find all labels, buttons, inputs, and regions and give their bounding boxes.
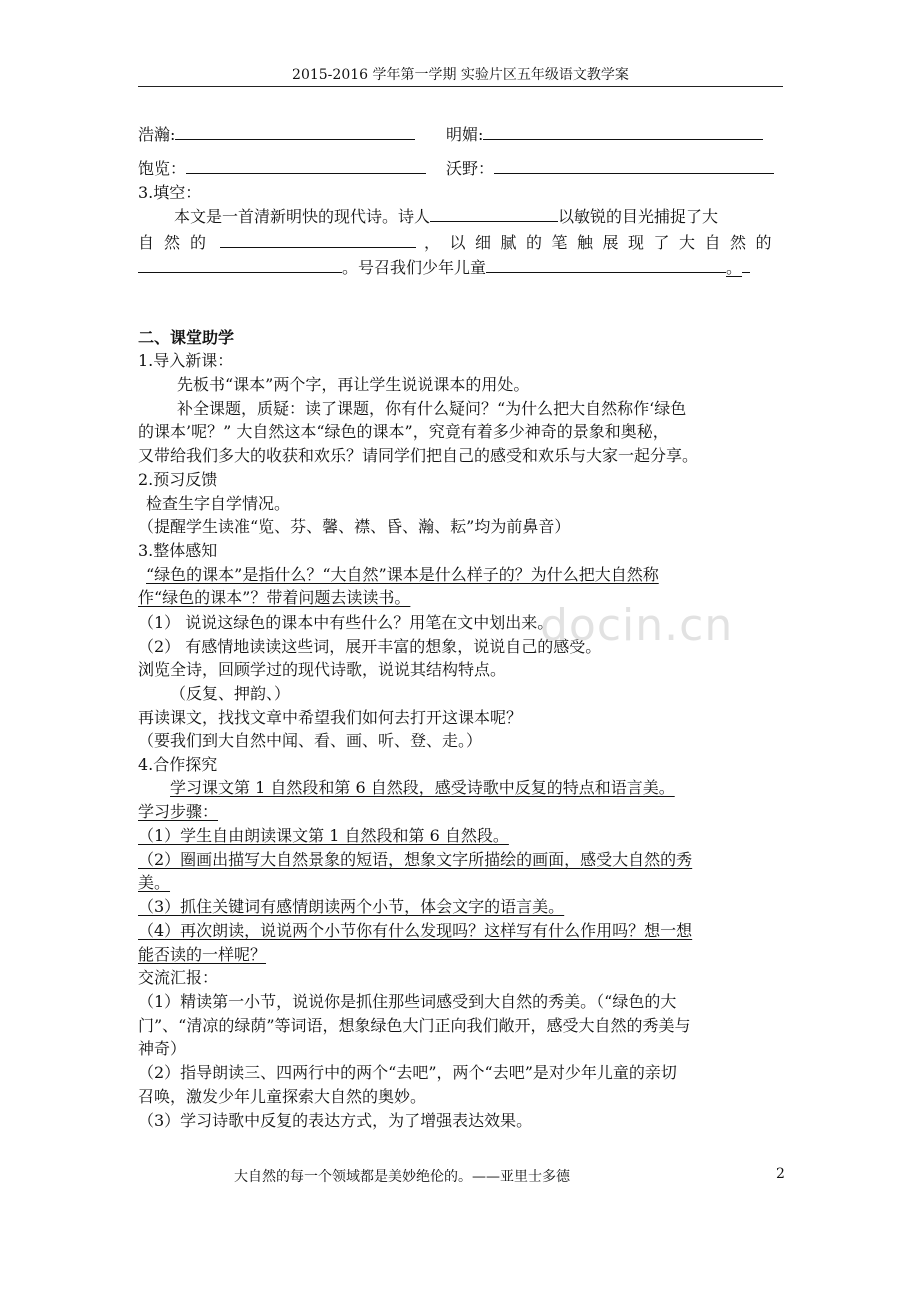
vocab-item [138, 156, 426, 179]
paragraph-line: 补全课题，质疑：读了课题，你有什么疑问？“为什么把大自然称作‘绿色 [177, 399, 687, 418]
list-item: （1） 说说这绿色的课本中有些什么？用笔在文中划出来。 [138, 613, 554, 632]
paragraph-line: 先板书“课本”两个字，再让学生说说课本的用处。 [177, 375, 530, 394]
vocab-item [446, 156, 774, 179]
footer-quote: 大自然的每一个领域都是美妙绝伦的。——亚里士多德 [234, 1169, 570, 1185]
paragraph-line: （要我们到大自然中闻、看、画、听、登、走。） [138, 731, 483, 750]
paragraph-line: 学习步骤： [138, 802, 219, 821]
list-item: 召唤，激发少年儿童探索大自然的奥妙。 [138, 1087, 427, 1106]
vocab-word: 沃野： [446, 159, 495, 178]
list-item: 门”、“清凉的绿荫”等词语，想象绿色大门正向我们敞开，感受大自然的秀美与 [138, 1016, 691, 1035]
list-item: （4）再次朗读，说说两个小节你有什么发现吗？这样写有什么作用吗？想一想 [138, 921, 693, 940]
answer-blank [486, 256, 726, 273]
paragraph-line: 检查生字自学情况。 [146, 494, 291, 513]
list-item: （2）圈画出描写大自然景象的短语，想象文字所描绘的画面，感受大自然的秀 [138, 850, 693, 869]
fill-line-2 [138, 231, 783, 254]
vocab-item [138, 122, 415, 145]
answer-blank [483, 123, 763, 140]
paragraph-line: 的课本’呢？” 大自然这本“绿色的课本”，究竟有着多少神奇的景象和奥秘， [138, 422, 669, 441]
fill-text: 本文是一首清新明快的现代诗。诗人 [174, 207, 431, 226]
paragraph-line: 交流汇报： [138, 968, 219, 987]
step-heading: 4.合作探究 [138, 755, 218, 774]
paragraph-line: 再读课文，找找文章中希望我们如何去打开这课本呢？ [138, 708, 523, 727]
list-item: （3）学习诗歌中反复的表达方式，为了增强表达效果。 [138, 1111, 533, 1130]
step-heading: 3.整体感知 [138, 541, 218, 560]
step-heading: 1.导入新课： [138, 351, 234, 370]
list-item: （2） 有感情地读读这些词，展开丰富的想象，说说自己的感受。 [138, 637, 602, 656]
vocab-item [446, 122, 763, 145]
list-item: （1）精读第一小节，说说你是抓住那些词感受到大自然的秀美。（“绿色的大 [138, 992, 677, 1011]
answer-blank [494, 157, 774, 174]
fill-text: 以敏锐的目光捕捉了大 [558, 207, 719, 226]
fill-line-1 [174, 205, 718, 228]
list-item: 神奇） [138, 1039, 187, 1058]
list-item: 美。 [138, 873, 171, 892]
vocab-word: 浩瀚: [138, 125, 176, 144]
watermark: docin.cn [540, 600, 734, 651]
list-item: （3）抓住关键词有感情朗读两个小节，体会文字的语言美。 [138, 897, 565, 916]
answer-blank [186, 157, 426, 174]
fill-text: ，以细腻的笔触展现了大自然的 [424, 233, 782, 252]
step-heading: 2.预习反馈 [138, 470, 218, 489]
list-item: 能否读的一样呢？ [138, 945, 267, 964]
vocab-word: 明媚: [446, 125, 484, 144]
list-item: （1）学生自由朗读课文第 1 自然段和第 6 自然段。 [138, 826, 509, 845]
answer-blank [175, 123, 415, 140]
paragraph-line: 又带给我们多大的收获和欢乐？请同学们把自己的感受和欢乐与大家一起分享。 [138, 446, 699, 465]
list-item: （2）指导朗读三、四两行中的两个“去吧”，两个“去吧”是对少年儿童的亲切 [138, 1063, 677, 1082]
page-number: 2 [776, 1166, 785, 1182]
vocab-word: 饱览： [138, 159, 187, 178]
vocab-row-1 [138, 122, 783, 148]
fill-text: 。 [726, 258, 743, 277]
paragraph-line: 学习课文第 1 自然段和第 6 自然段，感受诗歌中反复的特点和语言美。 [170, 778, 675, 797]
paragraph-line: 作“绿色的课本”？带着问题去读读书。 [138, 588, 411, 607]
fill-text: 。号召我们少年儿童 [342, 258, 487, 277]
section-heading: 二、课堂助学 [138, 328, 235, 347]
answer-blank [220, 231, 416, 248]
paragraph-line: “绿色的课本”是指什么？“大自然”课本是什么样子的？为什么把大自然称 [146, 565, 659, 584]
vocab-row-2 [138, 156, 783, 182]
fill-text: 自然的 [138, 233, 217, 252]
answer-blank [138, 256, 342, 273]
paragraph-line: 浏览全诗，回顾学过的现代诗歌，说说其结构特点。 [138, 660, 507, 679]
answer-blank [742, 256, 750, 273]
paragraph-line: （反复、押韵、） [170, 684, 291, 703]
answer-blank [430, 205, 558, 222]
paragraph-line: （提醒学生读准“览、芬、馨、襟、昏、瀚、耘”均为前鼻音） [138, 517, 571, 536]
fill-line-3 [138, 256, 750, 279]
page-header: 2015-2016 学年第一学期 实验片区五年级语文教学案 [138, 66, 783, 87]
fill-title: 3.填空： [138, 183, 202, 202]
